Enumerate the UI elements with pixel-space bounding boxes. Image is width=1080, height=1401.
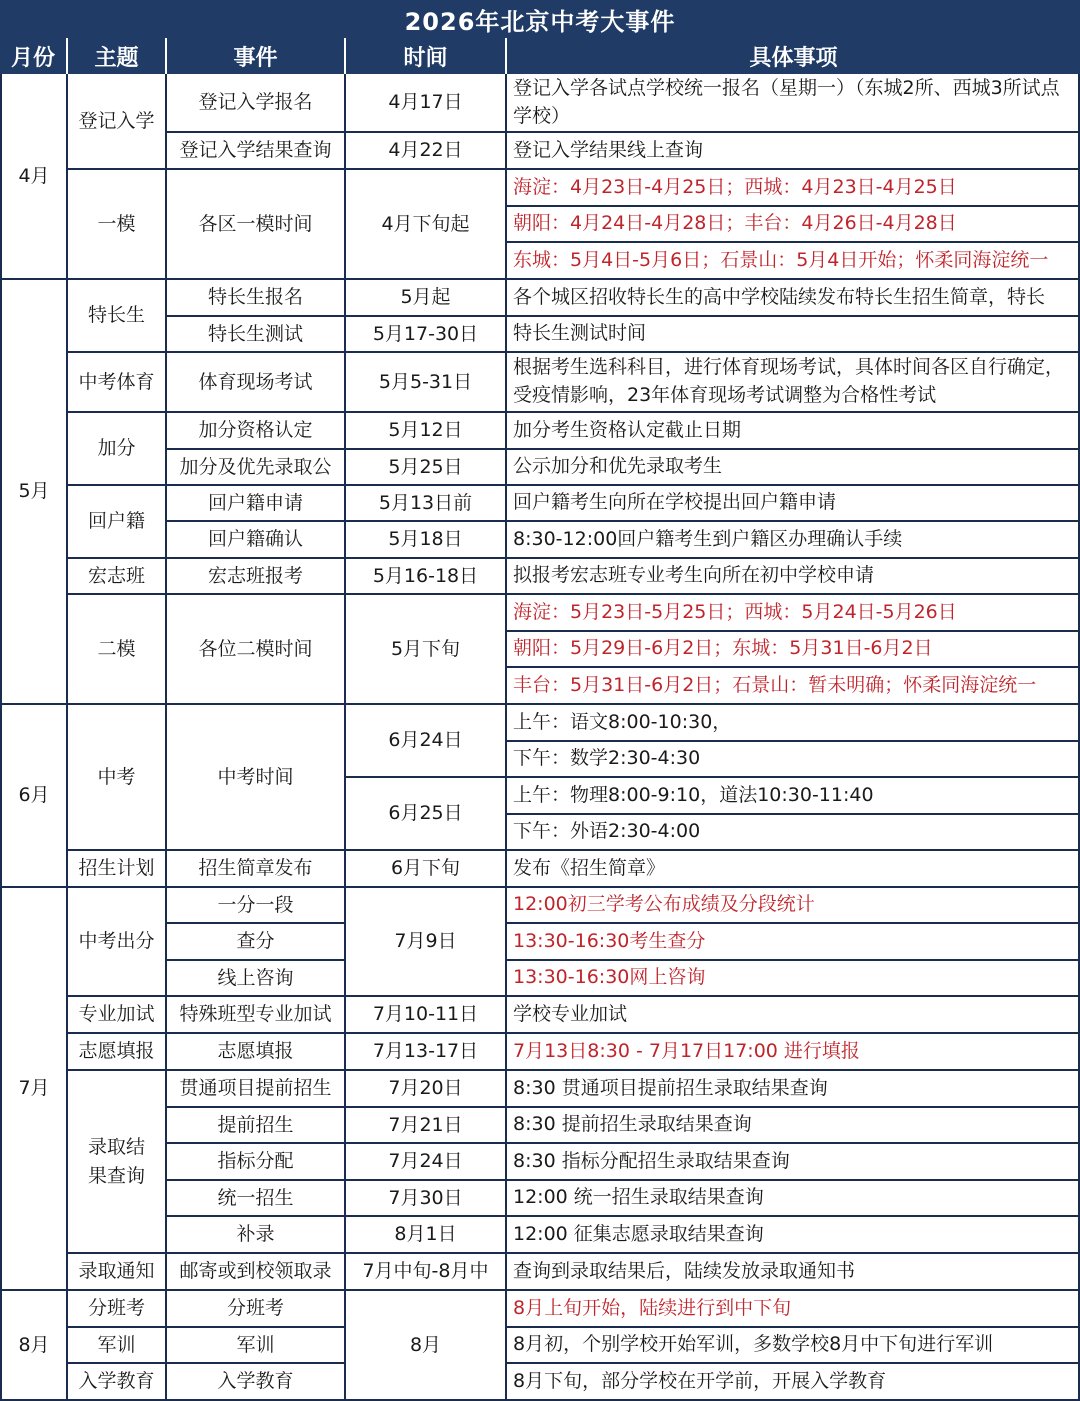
- detail-cell: 8月上旬开始，陆续进行到中下旬: [507, 1291, 1080, 1328]
- time-cell: 8月1日: [346, 1217, 507, 1254]
- topic-cell: 专业加试: [68, 997, 167, 1034]
- event-cell: 入学教育: [167, 1364, 346, 1401]
- event-cell: 各区一模时间: [167, 170, 346, 280]
- time-cell: 5月17-30日: [346, 317, 507, 353]
- event-cell: 特长生测试: [167, 317, 346, 353]
- time-cell: 7月13-17日: [346, 1034, 507, 1071]
- time-cell: 5月5-31日: [346, 353, 507, 413]
- header-month: 月份: [0, 38, 68, 74]
- event-cell: 军训: [167, 1328, 346, 1364]
- detail-cell: 登记入学结果线上查询: [507, 133, 1080, 170]
- topic-cell: 入学教育: [68, 1364, 167, 1401]
- topic-cell: 宏志班: [68, 559, 167, 595]
- time-cell: 7月20日: [346, 1071, 507, 1108]
- detail-cell: 12:00 统一招生录取结果查询: [507, 1181, 1080, 1217]
- event-cell: 补录: [167, 1217, 346, 1254]
- detail-cell: 下午：外语2:30-4:00: [507, 815, 1080, 851]
- detail-cell: 上午：语文8:00-10:30，: [507, 705, 1080, 742]
- topic-cell: 分班考: [68, 1291, 167, 1328]
- detail-cell: 海淀：4月23日-4月25日；西城：4月23日-4月25日: [507, 170, 1080, 207]
- event-cell: 体育现场考试: [167, 353, 346, 413]
- time-cell: 7月30日: [346, 1181, 507, 1217]
- detail-cell: 8:30 指标分配招生录取结果查询: [507, 1144, 1080, 1181]
- detail-cell: 公示加分和优先录取考生: [507, 450, 1080, 486]
- topic-cell: 军训: [68, 1328, 167, 1364]
- month-cell: 5月: [0, 280, 68, 705]
- event-cell: 指标分配: [167, 1144, 346, 1181]
- topic-cell: 录取通知: [68, 1254, 167, 1291]
- month-cell: 7月: [0, 888, 68, 1291]
- time-cell: 5月16-18日: [346, 559, 507, 595]
- header-topic: 主题: [68, 38, 167, 74]
- time-cell: 7月10-11日: [346, 997, 507, 1034]
- topic-cell: 志愿填报: [68, 1034, 167, 1071]
- detail-cell: 查询到录取结果后，陆续发放录取通知书: [507, 1254, 1080, 1291]
- time-cell: 5月18日: [346, 522, 507, 559]
- detail-cell: 8:30 提前招生录取结果查询: [507, 1108, 1080, 1144]
- detail-cell: 学校专业加试: [507, 997, 1080, 1034]
- detail-cell: 发布《招生简章》: [507, 851, 1080, 888]
- time-cell: 7月9日: [346, 888, 507, 997]
- topic-cell: 招生计划: [68, 851, 167, 888]
- time-cell: 6月24日: [346, 705, 507, 778]
- event-cell: 线上咨询: [167, 961, 346, 997]
- detail-cell: 加分考生资格认定截止日期: [507, 413, 1080, 450]
- event-cell: 特殊班型专业加试: [167, 997, 346, 1034]
- detail-cell: 上午：物理8:00-9:10，道法10:30-11:40: [507, 778, 1080, 815]
- detail-cell: 拟报考宏志班专业考生向所在初中学校申请: [507, 559, 1080, 595]
- detail-cell: 7月13日8:30 - 7月17日17:00 进行填报: [507, 1034, 1080, 1071]
- time-cell: 7月24日: [346, 1144, 507, 1181]
- time-cell: 4月下旬起: [346, 170, 507, 280]
- event-cell: 提前招生: [167, 1108, 346, 1144]
- topic-cell: 特长生: [68, 280, 167, 353]
- schedule-table: [0, 74, 1080, 1401]
- header-event: 事件: [167, 38, 346, 74]
- detail-cell: 12:00 征集志愿录取结果查询: [507, 1217, 1080, 1254]
- detail-cell: 8:30-12:00回户籍考生到户籍区办理确认手续: [507, 522, 1080, 559]
- event-cell: 加分及优先录取公: [167, 450, 346, 486]
- detail-cell: 下午：数学2:30-4:30: [507, 742, 1080, 778]
- event-cell: 登记入学结果查询: [167, 133, 346, 170]
- detail-cell: 8月下旬，部分学校在开学前，开展入学教育: [507, 1364, 1080, 1401]
- page-title: 2026年北京中考大事件: [0, 0, 1080, 38]
- table-header: [0, 38, 1080, 74]
- event-cell: 贯通项目提前招生: [167, 1071, 346, 1108]
- event-cell: 招生简章发布: [167, 851, 346, 888]
- event-cell: 各位二模时间: [167, 595, 346, 705]
- time-cell: 5月13日前: [346, 486, 507, 522]
- detail-cell: 海淀：5月23日-5月25日；西城：5月24日-5月26日: [507, 595, 1080, 632]
- event-cell: 志愿填报: [167, 1034, 346, 1071]
- detail-cell: 东城：5月4日-5月6日；石景山：5月4日开始；怀柔同海淀统一: [507, 243, 1080, 280]
- time-cell: 4月17日: [346, 74, 507, 133]
- event-cell: 查分: [167, 924, 346, 961]
- event-cell: 回户籍申请: [167, 486, 346, 522]
- detail-cell: 8月初，个别学校开始军训，多数学校8月中下旬进行军训: [507, 1328, 1080, 1364]
- detail-cell: 13:30-16:30网上咨询: [507, 961, 1080, 997]
- time-cell: 7月中旬-8月中: [346, 1254, 507, 1291]
- event-cell: 特长生报名: [167, 280, 346, 317]
- time-cell: 5月下旬: [346, 595, 507, 705]
- topic-cell: 加分: [68, 413, 167, 486]
- detail-cell: 12:00初三学考公布成绩及分段统计: [507, 888, 1080, 924]
- topic-cell: 中考出分: [68, 888, 167, 997]
- detail-cell: 朝阳：5月29日-6月2日；东城：5月31日-6月2日: [507, 632, 1080, 668]
- detail-cell: 根据考生选科科目，进行体育现场考试，具体时间各区自行确定，受疫情影响，23年体育现场考试调整为合格性考试: [507, 353, 1080, 413]
- month-cell: 4月: [0, 74, 68, 280]
- time-cell: 6月25日: [346, 778, 507, 851]
- event-cell: 分班考: [167, 1291, 346, 1328]
- detail-cell: 回户籍考生向所在学校提出回户籍申请: [507, 486, 1080, 522]
- month-cell: 6月: [0, 705, 68, 888]
- event-cell: 邮寄或到校领取录: [167, 1254, 346, 1291]
- topic-cell: 二模: [68, 595, 167, 705]
- topic-cell: 一模: [68, 170, 167, 280]
- header-details: 具体事项: [507, 38, 1080, 74]
- topic-cell: 中考体育: [68, 353, 167, 413]
- time-cell: 5月起: [346, 280, 507, 317]
- month-cell: 8月: [0, 1291, 68, 1401]
- detail-cell: 13:30-16:30考生查分: [507, 924, 1080, 961]
- time-cell: 5月25日: [346, 450, 507, 486]
- time-cell: 5月12日: [346, 413, 507, 450]
- event-cell: 宏志班报考: [167, 559, 346, 595]
- time-cell: 8月: [346, 1291, 507, 1401]
- event-cell: 中考时间: [167, 705, 346, 851]
- topic-cell: 登记入学: [68, 74, 167, 170]
- detail-cell: 登记入学各试点学校统一报名（星期一）（东城2所、西城3所试点学校）: [507, 74, 1080, 133]
- header-time: 时间: [346, 38, 507, 74]
- event-cell: 回户籍确认: [167, 522, 346, 559]
- detail-cell: 各个城区招收特长生的高中学校陆续发布特长生招生简章，特长: [507, 280, 1080, 317]
- event-cell: 登记入学报名: [167, 74, 346, 133]
- event-cell: 一分一段: [167, 888, 346, 924]
- topic-cell: 录取结果查询: [68, 1071, 167, 1254]
- detail-cell: 8:30 贯通项目提前招生录取结果查询: [507, 1071, 1080, 1108]
- time-cell: 6月下旬: [346, 851, 507, 888]
- detail-cell: 特长生测试时间: [507, 317, 1080, 353]
- event-cell: 加分资格认定: [167, 413, 346, 450]
- event-cell: 统一招生: [167, 1181, 346, 1217]
- detail-cell: 丰台：5月31日-6月2日；石景山：暂未明确；怀柔同海淀统一: [507, 668, 1080, 705]
- time-cell: 7月21日: [346, 1108, 507, 1144]
- time-cell: 4月22日: [346, 133, 507, 170]
- detail-cell: 朝阳：4月24日-4月28日；丰台：4月26日-4月28日: [507, 207, 1080, 243]
- topic-cell: 回户籍: [68, 486, 167, 559]
- topic-cell: 中考: [68, 705, 167, 851]
